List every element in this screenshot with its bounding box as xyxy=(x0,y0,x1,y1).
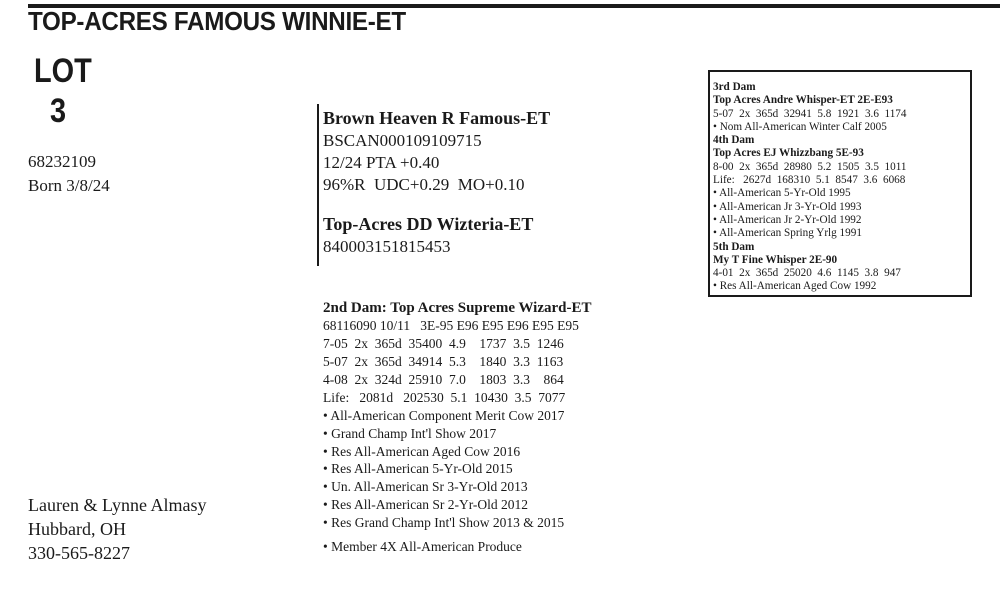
dam-name: Top-Acres DD Wizteria-ET xyxy=(323,214,534,234)
fourth-dam-label: 4th Dam xyxy=(713,134,755,147)
fourth-dam-honor: • All-American Jr 3-Yr-Old 1993 xyxy=(713,200,862,213)
fourth-dam-record: Life: 2627d 168310 5.1 8547 3.6 6068 xyxy=(713,174,906,187)
consignor-location: Hubbard, OH xyxy=(28,519,126,539)
second-dam-record: 4-08 2x 324d 25910 7.0 1803 3.3 864 xyxy=(323,372,564,387)
animal-info xyxy=(28,150,110,198)
third-dam-record: 5-07 2x 365d 32941 5.8 1921 3.6 1174 xyxy=(713,107,907,120)
pedigree-block xyxy=(323,106,550,258)
second-dam-header: 2nd Dam: Top Acres Supreme Wizard-ET xyxy=(323,300,592,316)
pedigree-divider xyxy=(317,104,319,266)
second-dam-record: Life: 2081d 202530 5.1 10430 3.5 7077 xyxy=(323,390,566,405)
fourth-dam-honor: • All-American Jr 2-Yr-Old 1992 xyxy=(713,213,862,226)
second-dam-record: 7-05 2x 365d 35400 4.9 1737 3.5 1246 xyxy=(323,336,564,351)
honor-item: • All-American Component Merit Cow 2017 xyxy=(323,408,565,423)
fourth-dam-name: Top Acres EJ Whizzbang 5E-93 xyxy=(713,147,864,160)
third-dam-label: 3rd Dam xyxy=(713,81,756,93)
fifth-dam-name: My T Fine Whisper 2E-90 xyxy=(713,253,838,266)
ancestors-box xyxy=(708,70,972,297)
dam-registration: 840003151815453 xyxy=(323,237,451,256)
consignor-name: Lauren & Lynne Almasy xyxy=(28,495,207,515)
registration-number: 68232109 xyxy=(28,152,96,171)
sire-name: Brown Heaven R Famous-ET xyxy=(323,108,551,128)
fifth-dam-honor: • Res All-American Aged Cow 1992 xyxy=(713,280,877,293)
produce-note: • Member 4X All-American Produce xyxy=(323,538,522,554)
fifth-dam-record: 4-01 2x 365d 25020 4.6 1145 3.8 947 xyxy=(713,267,901,280)
lot-title: TOP-ACRES FAMOUS WINNIE-ET xyxy=(28,6,406,36)
second-dam-record: 68116090 10/11 3E-95 E96 E95 E96 E95 E95 xyxy=(323,318,579,333)
third-dam-name: Top Acres Andre Whisper-ET 2E-E93 xyxy=(713,94,893,107)
sire-registration: BSCAN000109109715 xyxy=(323,131,482,150)
sire-pta: 12/24 PTA +0.40 xyxy=(323,153,440,172)
honor-item: • Res All-American 5-Yr-Old 2015 xyxy=(323,461,513,477)
honor-item: • Res All-American Sr 2-Yr-Old 2012 xyxy=(323,496,529,512)
sire-udc: 96%R UDC+0.29 MO+0.10 xyxy=(323,175,525,194)
lot-label: LOT xyxy=(34,52,92,90)
consignor-info xyxy=(28,493,206,565)
fourth-dam-record: 8-00 2x 365d 28980 5.2 1505 3.5 1011 xyxy=(713,160,907,173)
birth-date: Born 3/8/24 xyxy=(28,176,110,195)
second-dam-block xyxy=(323,299,592,556)
consignor-phone: 330-565-8227 xyxy=(28,543,130,563)
honor-item: • Res Grand Champ Int'l Show 2013 & 2015 xyxy=(323,514,565,530)
fourth-dam-honor: • All-American Spring Yrlg 1991 xyxy=(713,227,862,240)
honor-item: • Grand Champ Int'l Show 2017 xyxy=(323,425,497,441)
fourth-dam-honor: • All-American 5-Yr-Old 1995 xyxy=(713,187,851,200)
second-dam-record: 5-07 2x 365d 34914 5.3 1840 3.3 1163 xyxy=(323,354,564,369)
honor-item: • Res All-American Aged Cow 2016 xyxy=(323,443,521,459)
second-dam-honors xyxy=(323,407,592,532)
honor-item: • Un. All-American Sr 3-Yr-Old 2013 xyxy=(323,479,528,495)
third-dam-honor: • Nom All-American Winter Calf 2005 xyxy=(713,120,887,133)
lot-number: 3 xyxy=(50,92,67,130)
fifth-dam-label: 5th Dam xyxy=(713,240,755,253)
